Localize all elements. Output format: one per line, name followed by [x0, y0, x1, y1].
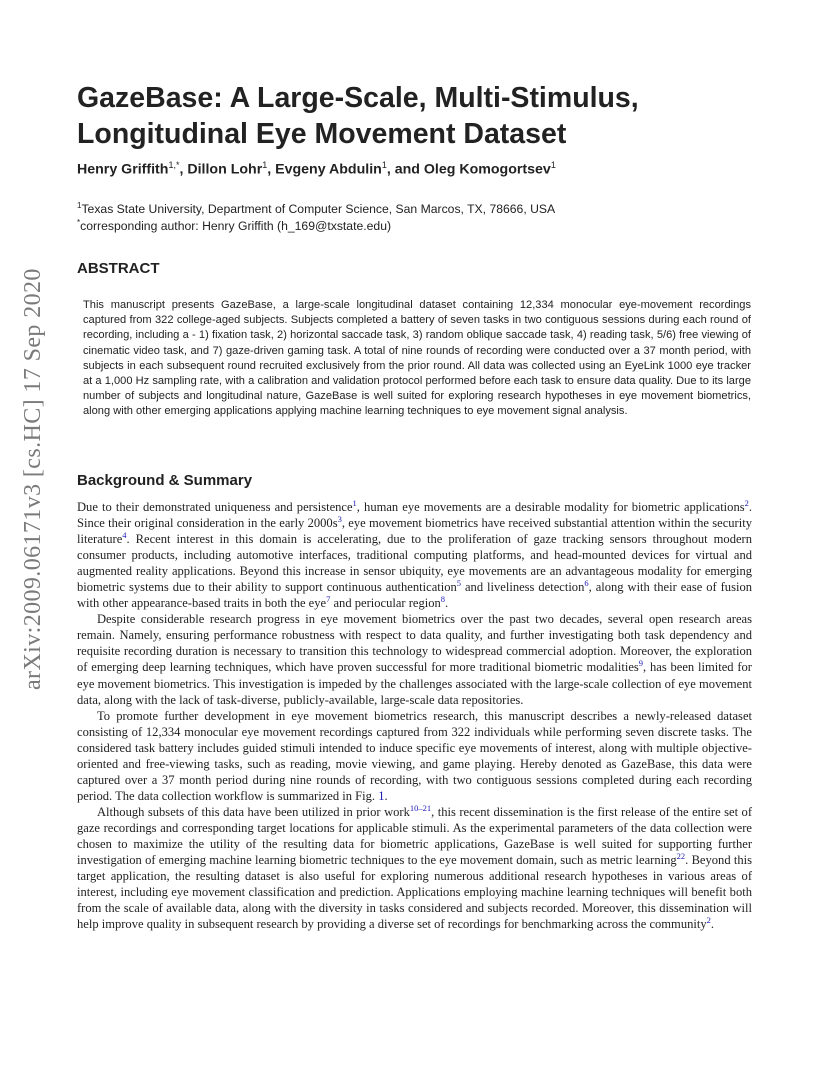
- text-run: . Beyond this target application, the resulting dataset is also useful for exploring numerous additional research hypotheses in various areas of interest, including eye movement classification and prediction. Applications employing machine learning techniques will benefit both from the scale of available data, along with the diversity in tasks considered and subjects recorded. Moreover, this dissemination will help improve quality in subsequent research by providing a diverse set of recordings for benchmarking across the community: [77, 853, 752, 932]
- paper-title: [77, 80, 752, 152]
- author-superscript: 1: [550, 160, 556, 170]
- text-run: , eye movement biometrics have received substantial attention within the security literature: [77, 516, 752, 547]
- text-run: .: [384, 788, 388, 803]
- author-separator: , and: [386, 161, 424, 178]
- corresponding-author-text: corresponding author: Henry Griffith (h_169@txstate.edu): [80, 219, 392, 234]
- text-run: Although subsets of this data have been utilized in prior work: [97, 804, 410, 819]
- author-superscript: 1: [262, 160, 268, 170]
- paragraph-4: [77, 804, 752, 932]
- citation-link[interactable]: 4: [122, 529, 127, 540]
- text-run: , along with their ease of fusion with other appearance-based traits in both the eye: [77, 580, 752, 611]
- text-run: and periocular region: [330, 596, 441, 611]
- citation-link[interactable]: 9: [638, 658, 644, 669]
- citation-link[interactable]: 2: [706, 915, 711, 926]
- author-separator: ,: [179, 161, 188, 178]
- author-name: Evgeny Abdulin: [275, 161, 382, 178]
- text-run: .: [710, 917, 715, 932]
- citation-link[interactable]: 2: [744, 497, 749, 508]
- author-superscript: 1,*: [168, 160, 180, 170]
- author-name: Henry Griffith: [77, 161, 169, 178]
- arxiv-sidebar: [20, 270, 60, 690]
- text-run: , this recent dissemination is the first release of the entire set of gaze recordings and corresponding target locations for applicable stimuli. As the experimental parameters of the data collection were chosen to maximize the utility of the resulting data for biometric applications, GazeBase is well suited for supporting further investigation of emerging machine learning biometric techniques to the eye movement domain, such as metric learning: [77, 804, 752, 868]
- citation-link[interactable]: 1: [352, 497, 357, 508]
- abstract-heading: ABSTRACT: [77, 260, 160, 277]
- author-superscript: 1: [381, 160, 387, 170]
- paragraph-3: [77, 708, 752, 804]
- citation-link[interactable]: 6: [584, 578, 589, 589]
- text-run: To promote further development in eye movement biometrics research, this manuscript describes a newly-released dataset consisting of 12,334 monocular eye movement recordings captured from 322 individuals while performing seven discrete tasks. The considered task battery includes guided stimuli intended to induce specific eye movements of interest, along with multiple objective-oriented and free-viewing tasks, such as reading, movie viewing, and game playing. Hereby denoted as GazeBase, this data were captured over a 37 month period during nine rounds of recording, with two contiguous sessions completed during each recording period. The data collection workflow is summarized in Fig.: [77, 708, 752, 803]
- text-run: and liveliness detection: [461, 580, 585, 595]
- figure-link[interactable]: 1: [378, 788, 385, 803]
- text-run: , has been limited for eye movement biometrics. This investigation is impeded by the challenges associated with the large-scale collection of eye movement data, along with the lack of task-diverse, publicly-available, large-scale data repositories.: [77, 660, 752, 707]
- author-separator: ,: [267, 161, 276, 178]
- title-line-1: GazeBase: A Large-Scale, Multi-Stimulus,: [77, 82, 639, 114]
- author-name: Dillon Lohr: [187, 161, 263, 178]
- citation-link[interactable]: 22: [676, 850, 686, 861]
- text-run: Due to their demonstrated uniqueness and persistence: [77, 500, 353, 514]
- affiliation-text: Texas State University, Department of Computer Science, San Marcos, TX, 78666, USA: [81, 202, 556, 217]
- affiliation-line: [77, 201, 752, 216]
- text-run: , human eye movements are a desirable modality for biometric applications: [356, 500, 745, 514]
- affiliation-marker: 1: [77, 201, 82, 210]
- citation-link[interactable]: 3: [337, 513, 342, 524]
- author-name: Oleg Komogortsev: [423, 161, 551, 178]
- section-body: [77, 499, 752, 932]
- title-line-2: Longitudinal Eye Movement Dataset: [77, 118, 567, 150]
- abstract-body: This manuscript presents GazeBase, a large-scale longitudinal dataset containing 12,334 monocular eye-movement recordings captured from 322 college-aged subjects. Subjects completed a battery of seven tasks in two contiguous sessions during each round of recording, including a - 1) fixation task, 2) horizontal saccade task, 3) random oblique saccade task, 4) reading task, 5/6) free viewing of cinematic video task, and 7) gaze-driven gaming task. A total of nine rounds of recording were conducted over a 37 month period, with subjects in each subsequent round recruited exclusively from the prior round. All data was collected using an EyeLink 1000 eye tracker at a 1,000 Hz sampling rate, with a calibration and validation protocol performed before each task to ensure data quality. Due to its large number of subjects and longitudinal nature, GazeBase is well suited for exploring research hypotheses in eye movement biometrics, along with other emerging applications applying machine learning techniques to eye movement signal analysis.: [83, 299, 751, 418]
- corresponding-author-line: [77, 218, 752, 233]
- text-run: . Recent interest in this domain is accelerating, due to the proliferation of gaze tracking sensors throughout modern consumer products, including automotive interfaces, traditional computing platforms, and head-mounted devices for virtual and augmented reality applications. Beyond this increase in sensor ubiquity, eye movements are an advantageous modality for emerging biometric systems due to their ability to support continuous authentication: [77, 532, 752, 595]
- citation-link[interactable]: 8: [440, 594, 446, 605]
- citation-link[interactable]: 10–21: [409, 802, 432, 813]
- section-heading: Background & Summary: [77, 472, 253, 489]
- paragraph-1: [77, 499, 752, 611]
- citation-link[interactable]: 5: [456, 578, 462, 589]
- text-run: . Since their original consideration in the early 2000s: [77, 500, 752, 531]
- arxiv-identifier: arXiv:2009.06171v3 [cs.HC] 17 Sep 2020: [20, 268, 46, 690]
- text-run: Despite considerable research progress in eye movement biometrics over the past two decades, several open research areas remain. Namely, ensuring performance robustness with respect to data quality, and further investigating both task dependency and requisite recording duration is necessary to transition this technology to widespread commercial adoption. Moreover, the exploration of emerging deep learning techniques, which have proven successful for more traditional biometric modalities: [77, 612, 752, 675]
- citation-link[interactable]: 7: [326, 594, 331, 605]
- paragraph-2: [77, 611, 752, 707]
- corresponding-marker: *: [77, 218, 81, 227]
- author-list: [77, 160, 752, 178]
- text-run: .: [445, 596, 449, 611]
